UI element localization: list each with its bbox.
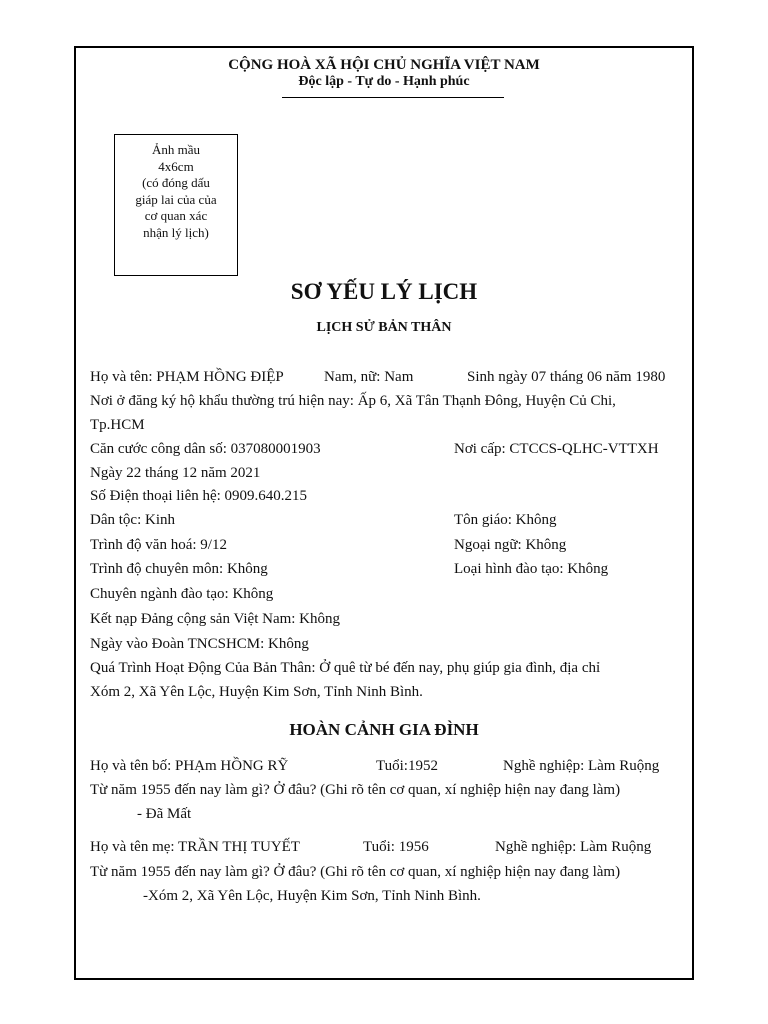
party-membership: Kết nạp Đảng cộng sản Việt Nam: Không: [90, 611, 341, 627]
phone-number: Số Điện thoại liên hệ: 0909.640.215: [90, 488, 308, 504]
father-age: Tuổi:1952: [376, 758, 438, 774]
mother-question: Từ năm 1955 đến nay làm gì? Ở đâu? (Ghi rõ tên cơ quan, xí nghiệp hiện nay đang làm): [90, 864, 621, 880]
section-title-self-history: LỊCH SỬ BẢN THÂN: [316, 320, 452, 335]
id-number: Căn cước công dân số: 037080001903: [90, 441, 321, 457]
residence-line-1: Nơi ở đăng ký hộ khẩu thường trú hiện nay: Ấp 6, Xã Tân Thạnh Đông, Huyện Củ Chi,: [90, 393, 616, 409]
mother-answer: -Xóm 2, Xã Yên Lộc, Huyện Kim Sơn, Tỉnh Ninh Bình.: [143, 888, 481, 904]
father-question: Từ năm 1955 đến nay làm gì? Ở đâu? (Ghi rõ tên cơ quan, xí nghiệp hiện nay đang làm): [90, 782, 621, 798]
mother-name: Họ và tên mẹ: TRẦN THỊ TUYẾT: [90, 839, 300, 855]
date-of-birth: Sinh ngày 07 tháng 06 năm 1980: [467, 369, 666, 385]
religion: Tôn giáo: Không: [454, 512, 557, 528]
activity-history-line-1: Quá Trình Hoạt Động Của Bản Thân: Ở quê từ bé đến nay, phụ giúp gia đình, địa chỉ: [90, 660, 601, 676]
motto-underline: [282, 97, 504, 98]
training-major: Chuyên ngành đào tạo: Không: [90, 586, 274, 602]
id-issuer: Nơi cấp: CTCCS-QLHC-VTTXH: [454, 441, 659, 457]
father-answer: - Đã Mất: [137, 806, 192, 822]
activity-history-line-2: Xóm 2, Xã Yên Lộc, Huyện Kim Sơn, Tỉnh Ninh Bình.: [90, 684, 423, 700]
country-header: CỘNG HOÀ XÃ HỘI CHỦ NGHĨA VIỆT NAM: [228, 57, 540, 73]
education-level: Trình độ văn hoá: 9/12: [90, 537, 227, 553]
training-type: Loại hình đào tạo: Không: [454, 561, 609, 577]
motto: Độc lập - Tự do - Hạnh phúc: [298, 74, 470, 89]
ethnicity: Dân tộc: Kinh: [90, 512, 175, 528]
youth-union-date: Ngày vào Đoàn TNCSHCM: Không: [90, 636, 309, 652]
foreign-language: Ngoại ngữ: Không: [454, 537, 567, 553]
section-title-family: HOÀN CẢNH GIA ĐÌNH: [289, 720, 479, 739]
mother-age: Tuổi: 1956: [363, 839, 429, 855]
residence-line-2: Tp.HCM: [90, 417, 145, 433]
full-name: Họ và tên: PHẠM HỒNG ĐIỆP: [90, 369, 284, 385]
gender: Nam, nữ: Nam: [324, 369, 414, 385]
father-name: Họ và tên bố: PHẠm HỒNG RỸ: [90, 758, 289, 774]
photo-box: Ảnh mầu 4x6cm (có đóng dấu giáp lai của của cơ quan xác nhận lý lịch): [114, 134, 238, 276]
page-title: SƠ YẾU LÝ LỊCH: [290, 279, 478, 304]
mother-occupation: Nghề nghiệp: Làm Ruộng: [495, 839, 652, 855]
father-occupation: Nghề nghiệp: Làm Ruộng: [503, 758, 660, 774]
id-issue-date: Ngày 22 tháng 12 năm 2021: [90, 465, 261, 481]
professional-level: Trình độ chuyên môn: Không: [90, 561, 268, 577]
